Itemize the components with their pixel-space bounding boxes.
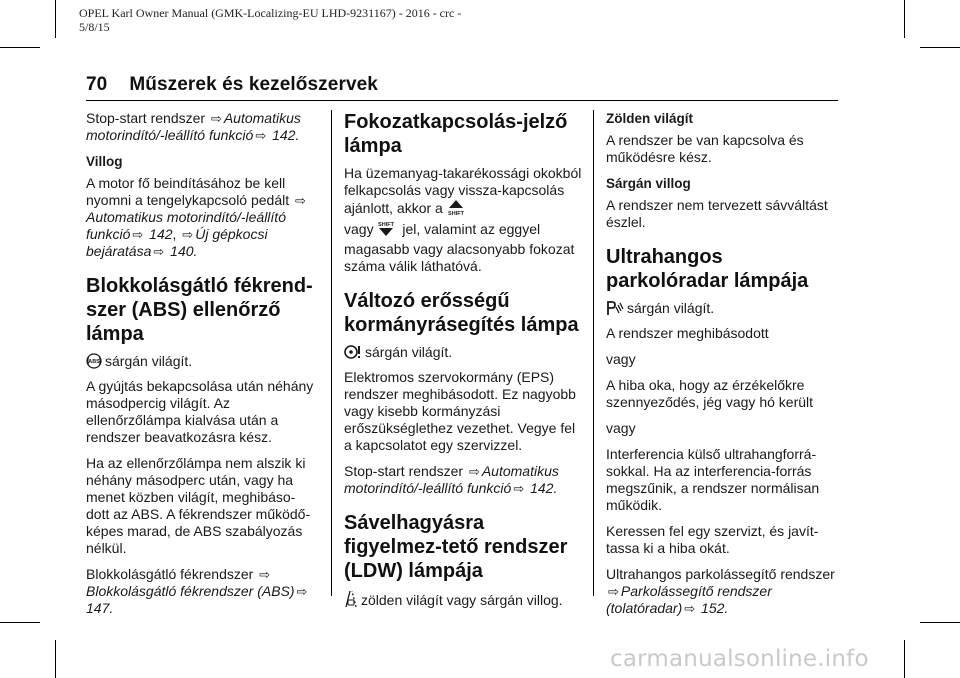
ref-arrow-icon: ⇨ — [296, 584, 308, 599]
crop-mark — [904, 0, 905, 38]
eps-state: sárgán világít. — [344, 344, 582, 364]
page-reference[interactable]: 152. — [697, 600, 729, 616]
eps-heading: Változó erősségű kormányrásegítés lámpa — [344, 290, 579, 336]
ref-arrow-icon: ⇨ — [295, 193, 306, 208]
crop-mark — [55, 0, 56, 38]
page-title: Műszerek és kezelőszervek — [129, 74, 378, 95]
crop-mark — [920, 622, 960, 623]
column-separator — [331, 110, 332, 596]
lane-departure-icon — [344, 590, 358, 612]
page-heading — [86, 74, 378, 96]
parking-radar-paragraph-1: A rendszer meghibásodott — [606, 325, 769, 341]
cross-reference-link[interactable]: Automatikus motorindító/-leállító funkció — [344, 463, 559, 496]
gear-shift-heading: Fokozatkapcsolás-jelző lámpa — [344, 111, 568, 157]
cross-reference-link[interactable]: Új gépkocsi bejáratása — [86, 226, 268, 259]
stop-start-ref-paragraph: Stop-start rendszer ⇨ Automatikus motorindító/-leállító funkció ⇨ 142. — [86, 110, 301, 143]
parking-sensor-icon — [606, 300, 624, 320]
crop-mark — [55, 640, 56, 678]
column-separator — [593, 110, 594, 596]
page-number: 70 — [86, 74, 108, 95]
ldw-heading: Sávelhagyásra figyelmez-tető rendszer (LDW) lámpája — [344, 512, 568, 582]
column-1 — [86, 110, 318, 626]
page-reference[interactable]: 147. — [86, 600, 114, 616]
page-reference[interactable]: 140. — [166, 243, 198, 259]
page-reference[interactable]: 142. — [526, 480, 558, 496]
parking-radar-or-2: vagy — [606, 420, 636, 436]
abs-icon-label: ABS — [88, 359, 100, 366]
amber-state-label: Sárgán villog — [606, 176, 691, 191]
column-3 — [606, 110, 838, 626]
shift-down-icon — [377, 220, 395, 241]
abs-state: ABS sárgán világít. — [86, 353, 318, 373]
abs-paragraph-2: Ha az ellenőrzőlámpa nem alszik ki néhány másodperc után, vagy ha menet közben világít, meghibáso-dott az ABS. A fékrendszer működő-képes marad, de ABS szabályozás nélkül. — [86, 455, 311, 556]
cross-reference-link[interactable]: Blokkolásgátló fékrendszer (ABS) — [86, 583, 295, 599]
ref-arrow-icon: ⇨ — [513, 481, 525, 496]
eps-ref-paragraph: Stop-start rendszer ⇨ Automatikus motorindító/-leállító funkció ⇨ 142. — [344, 463, 559, 496]
ref-arrow-icon: ⇨ — [259, 567, 271, 582]
shift-up-icon — [447, 199, 465, 220]
abs-warning-icon — [86, 353, 102, 373]
watermark: carmanualsonline.info — [610, 646, 869, 672]
cross-reference-link[interactable]: Automatikus motorindító/-leállító funkció — [86, 209, 286, 242]
villog-label: Villog — [86, 154, 123, 169]
parking-radar-paragraph-4: Keressen fel egy szervizt, és javít-tassa ki a hiba okát. — [606, 523, 819, 556]
abs-ref-paragraph: Blokkolásgátló fékrendszer ⇨Blokkolásgátló fékrendszer (ABS) ⇨ 147. — [86, 566, 308, 616]
ref-arrow-icon: ⇨ — [684, 601, 696, 616]
ref-arrow-icon: ⇨ — [132, 227, 144, 242]
ref-arrow-icon: ⇨ — [210, 111, 222, 126]
ref-arrow-icon: ⇨ — [255, 128, 267, 143]
abs-paragraph-1: A gyújtás bekapcsolása után néhány másodpercig világít. Az ellenőrzőlámpa kialvása után a rendszer beavatkozásra kész. — [86, 378, 314, 445]
steering-warning-icon — [344, 344, 362, 364]
ref-arrow-icon: ⇨ — [182, 227, 194, 242]
ref-arrow-icon: ⇨ — [608, 584, 619, 599]
villog-paragraph: A motor fő beindításához be kell nyomni a tengelykapcsoló pedált ⇨Automatikus motorindító/-leállító funkció ⇨ 142, ⇨ Új gépkocsi bejáratása ⇨ 140. — [86, 175, 306, 259]
cross-reference-link[interactable]: Parkolássegítő rendszer (tolatóradar) — [606, 583, 772, 616]
print-header-line2: 5/8/15 — [79, 20, 110, 34]
page-reference[interactable]: 142. — [268, 127, 300, 143]
parking-radar-or-1: vagy — [606, 351, 636, 367]
shift-up-icon-label: SHIFT — [447, 211, 464, 216]
heading-rule — [86, 100, 838, 101]
parking-radar-ref-paragraph: Ultrahangos parkolássegítő rendszer ⇨ Parkolássegítő rendszer (tolatóradar) ⇨ 152. — [606, 566, 835, 616]
print-header-line1: OPEL Karl Owner Manual (GMK-Localizing-EU LHD-9231167) - 2016 - crc - — [79, 6, 462, 20]
crop-mark — [904, 640, 905, 678]
column-2 — [344, 110, 582, 621]
parking-radar-paragraph-2: A hiba oka, hogy az érzékelőkre szennyeződés, jég vagy hó került — [606, 377, 814, 410]
green-state-label: Zölden világít — [606, 111, 694, 126]
cross-reference-link[interactable]: Automatikus motorindító/-leállító funkció — [86, 110, 301, 143]
crop-mark — [0, 47, 40, 48]
shift-down-icon-label: SHIFT — [378, 222, 395, 228]
green-state-paragraph: A rendszer be van kapcsolva és működésre kész. — [606, 132, 804, 165]
print-header — [79, 6, 599, 34]
abs-heading: Blokkolásgátló fékrend-szer (ABS) ellenőrző lámpa — [86, 275, 313, 345]
gear-shift-paragraph: Ha üzemanyag-takarékossági okokból felkapcsolás vagy vissza-kapcsolás ajánlott, akkor a SHIFT vagy SHIFT jel, valamint az eggyel magasabb vagy alacsonyabb fokozat száma válik láthatóvá. — [344, 165, 582, 274]
parking-radar-state: sárgán világít. — [606, 300, 838, 320]
amber-state-paragraph: A rendszer nem tervezett sávváltást észlel. — [606, 197, 828, 230]
parking-radar-paragraph-3: Interferencia külső ultrahangforrá-sokkal. Ha az interferencia-forrás megszűnik, a rendszer normálisan működik. — [606, 446, 820, 513]
ref-arrow-icon: ⇨ — [468, 464, 480, 479]
crop-mark — [0, 622, 40, 623]
ldw-state: zölden világít vagy sárgán villog. — [344, 590, 582, 612]
parking-radar-heading: Ultrahangos parkolóradar lámpája — [606, 246, 809, 292]
crop-mark — [920, 47, 960, 48]
page-reference[interactable]: 142 — [145, 226, 173, 242]
ref-arrow-icon: ⇨ — [153, 244, 165, 259]
eps-paragraph-1: Elektromos szervokormány (EPS) rendszer meghibásodott. Ez nagyobb vagy kisebb kormányzási erőszükséglethez vezethet. Vegye fel a kapcsolatot egy szervizzel. — [344, 369, 576, 453]
